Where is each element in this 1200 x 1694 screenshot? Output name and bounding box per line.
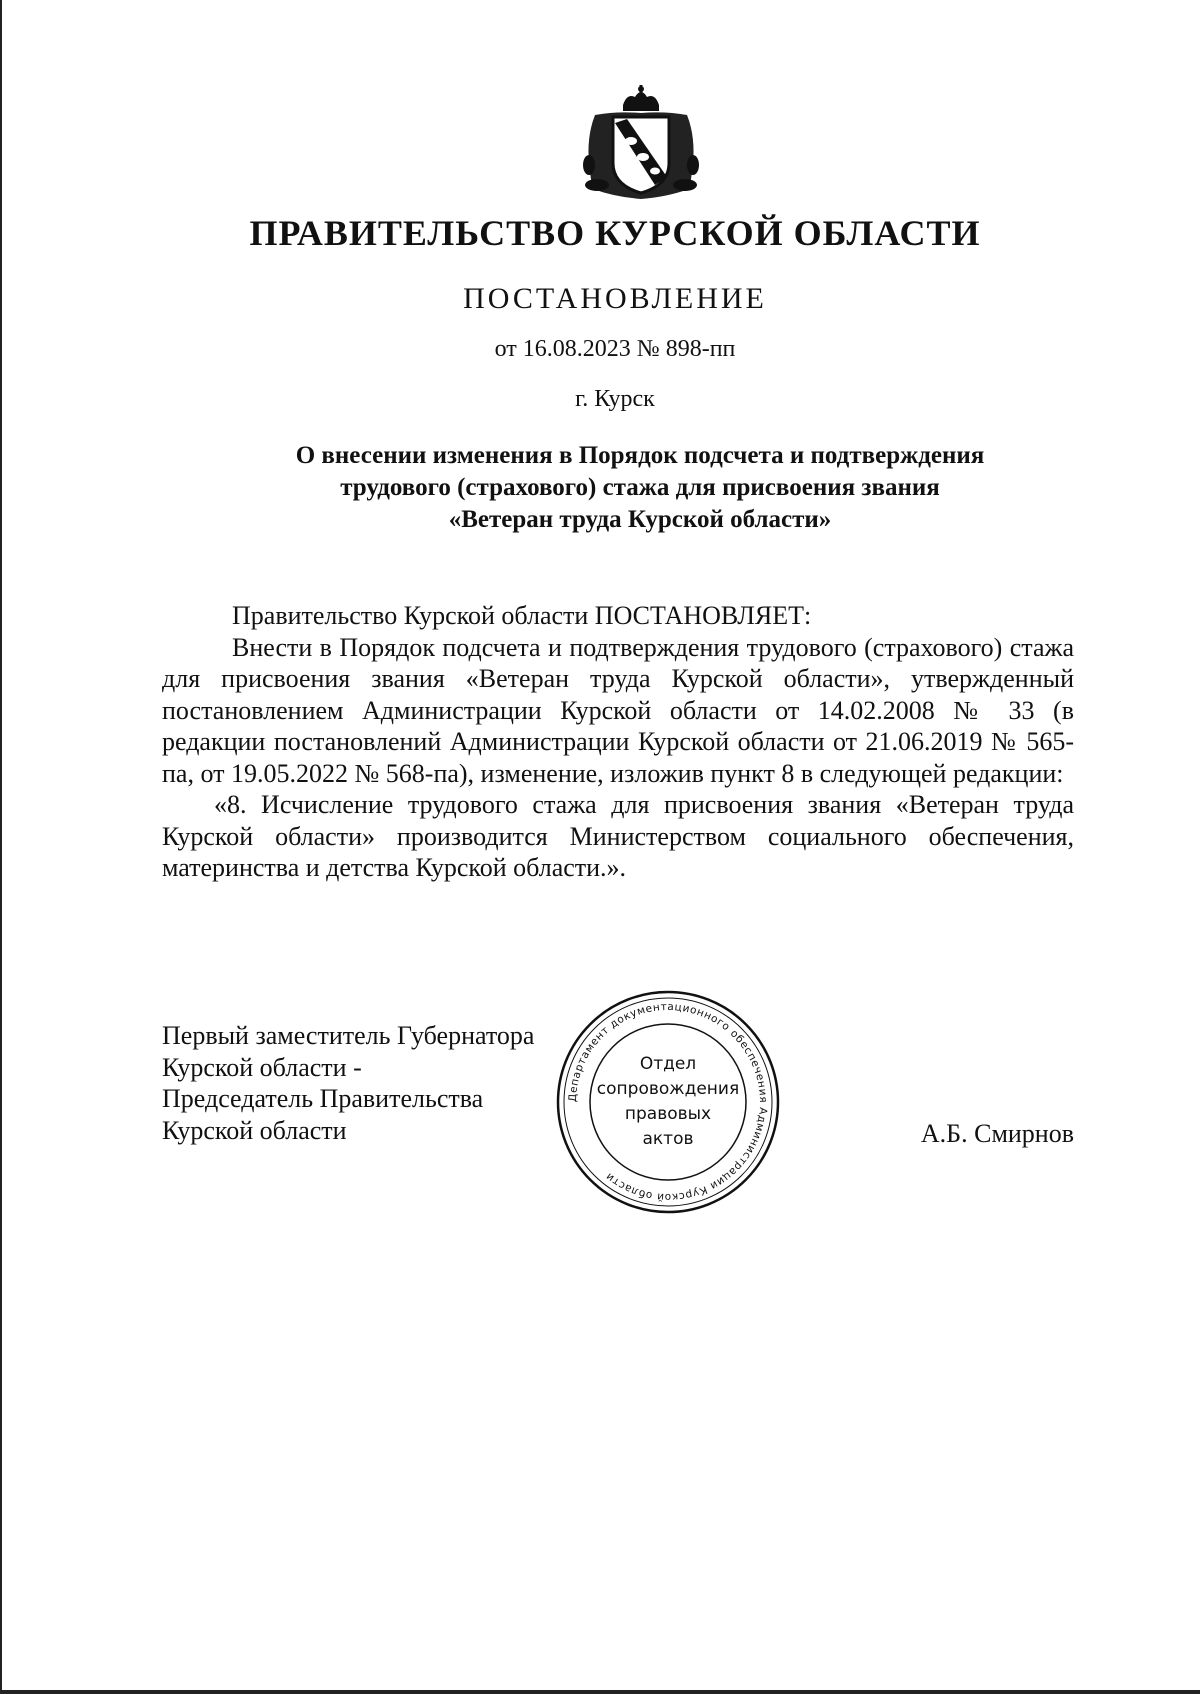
subject-line: «Ветеран труда Курской области» <box>448 506 832 533</box>
document-type: ПОСТАНОВЛЕНИЕ <box>463 282 767 315</box>
official-seal-icon <box>553 987 783 1217</box>
government-title: ПРАВИТЕЛЬСТВО КУРСКОЙ ОБЛАСТИ <box>249 213 981 253</box>
signatory-name: А.Б. Смирнов <box>920 1119 1074 1148</box>
document-subject <box>240 440 1040 536</box>
seal-ring-text: Департамент документационного обеспечения Администрации Курской области <box>566 1000 770 1204</box>
document-city: г. Курск <box>575 386 655 412</box>
position-line: Председатель Правительства <box>162 1084 484 1113</box>
document-body <box>162 600 1074 884</box>
body-paragraph: Внести в Порядок подсчета и подтверждения трудового (страхового) стажа для присвоения звания «Ветеран труда Курской области», утвержденный постановлением Администрации Курской области от 14.02.2008 № 33 (в редакции постановлений Администрации Курской области от 21.06.2019 № 565-па, от 19.05.2022 № 568-па), изменение, изложив пункт 8 в следующей редакции: <box>162 632 1074 788</box>
page-edge <box>0 1690 1200 1694</box>
signatory-position <box>162 1020 582 1146</box>
seal-center-line: сопровождения <box>596 1079 740 1099</box>
subject-line: трудового (страхового) стажа для присвоения звания <box>340 474 940 501</box>
document-date-number: от 16.08.2023 № 898-пп <box>494 336 736 362</box>
position-line: Первый заместитель Губернатора <box>162 1021 535 1050</box>
seal-center-line: Отдел <box>639 1054 697 1074</box>
page-edge <box>0 0 2 1694</box>
seal-center-line: правовых <box>624 1104 712 1124</box>
subject-line: О внесении изменения в Порядок подсчета и подтверждения <box>295 442 985 469</box>
body-paragraph: «8. Исчисление трудового стажа для присвоения звания «Ветеран труда Курской области» производится Министерством социального обеспечения, материнства и детства Курской области.». <box>162 790 1074 882</box>
coat-of-arms-icon <box>575 85 707 201</box>
svg-text:Департамент документационного <box>567 1001 769 1203</box>
position-line: Курской области <box>162 1115 347 1145</box>
body-lead: Правительство Курской области ПОСТАНОВЛЯЕТ: <box>232 601 812 630</box>
seal-center-line: актов <box>642 1129 694 1149</box>
position-line: Курской области - <box>162 1052 362 1082</box>
